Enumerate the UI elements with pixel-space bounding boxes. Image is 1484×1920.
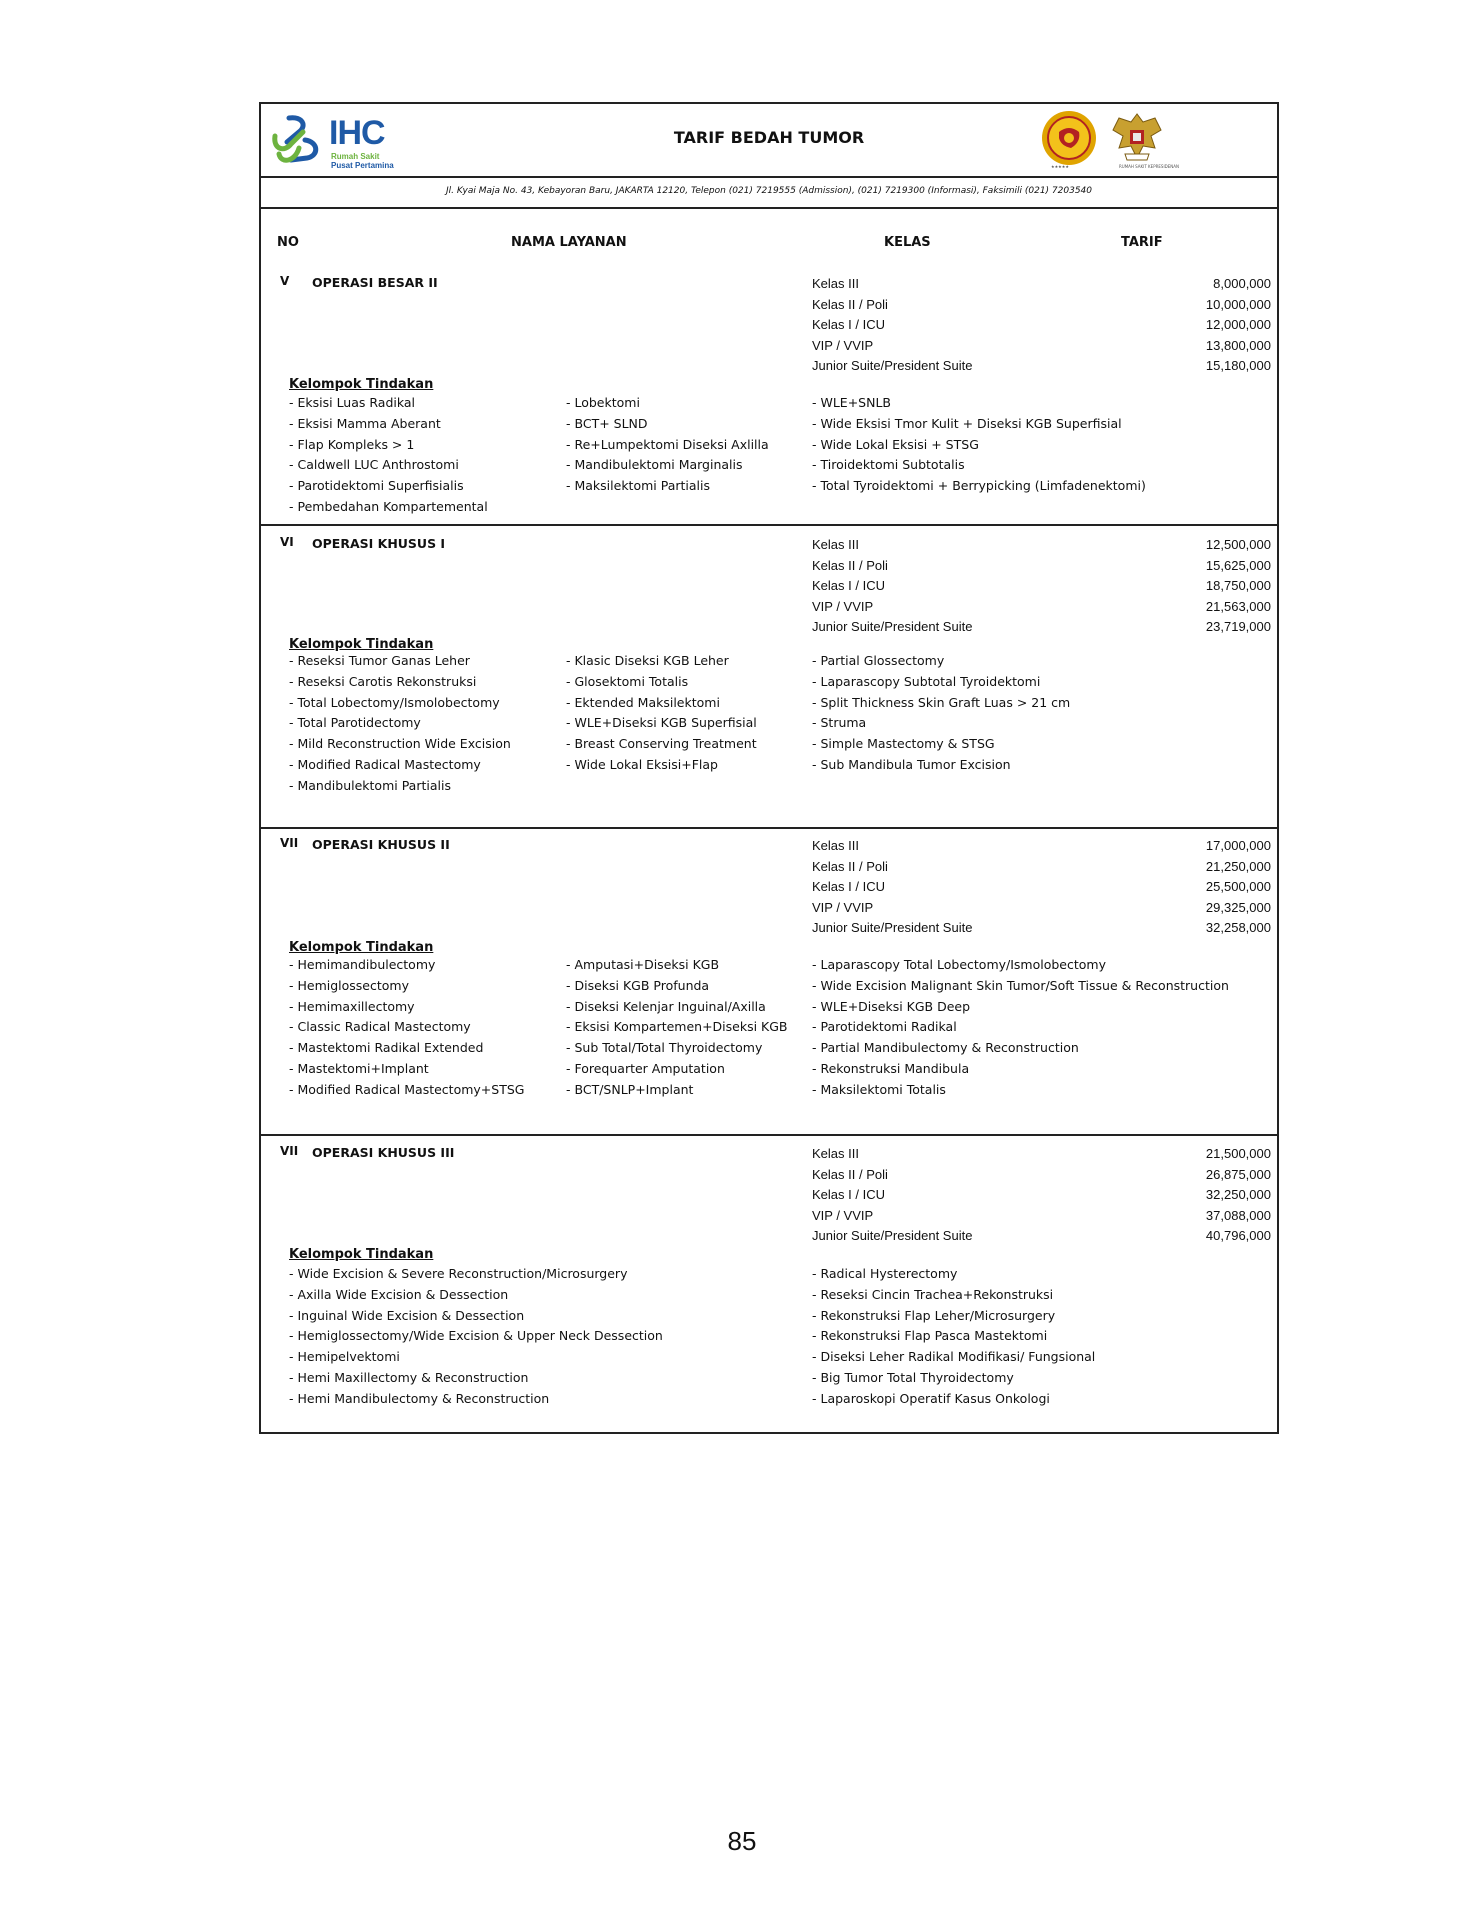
kelompok-tindakan-label: Kelompok Tindakan	[289, 1247, 434, 1262]
procedure-item: - Total Tyroidektomi + Berrypicking (Limfadenektomi)	[812, 478, 1146, 494]
procedure-item: - Modified Radical Mastectomy+STSG	[289, 1081, 525, 1097]
class-name: VIP / VVIP	[812, 598, 874, 614]
procedure-item: - Reseksi Carotis Rekonstruksi	[289, 673, 477, 689]
procedure-item: - Rekonstruksi Flap Pasca Mastektomi	[812, 1328, 1048, 1344]
procedure-item: - Total Parotidectomy	[289, 715, 421, 731]
section-title: OPERASI KHUSUS III	[312, 1145, 455, 1160]
class-name: Kelas II / Poli	[812, 557, 888, 573]
class-name: Junior Suite/President Suite	[812, 1228, 973, 1244]
price-value: 26,875,000	[1205, 1166, 1271, 1182]
procedure-column	[289, 393, 488, 518]
procedure-column	[289, 651, 511, 797]
class-name: VIP / VVIP	[812, 337, 874, 353]
price-list	[1206, 836, 1271, 939]
price-list	[1206, 274, 1271, 377]
class-name: Kelas III	[812, 276, 859, 291]
procedure-item: - Reseksi Cincin Trachea+Rekonstruksi	[812, 1286, 1054, 1302]
procedure-item: - Parotidektomi Superfisialis	[289, 478, 464, 494]
procedure-item: - Breast Conserving Treatment	[566, 736, 757, 752]
procedure-item: - WLE+Diseksi KGB Deep	[812, 998, 971, 1014]
section-number: VI	[280, 535, 294, 549]
seal-stars: ★★★★★	[1051, 164, 1069, 169]
procedure-item: - Wide Lokal Eksisi+Flap	[566, 756, 718, 772]
seal-caption: RUMAH SAKIT KEPRESIDENAN	[1119, 164, 1179, 169]
kelompok-tindakan-label: Kelompok Tindakan	[289, 940, 434, 955]
logo-subtitle-1: Rumah Sakit	[331, 152, 380, 161]
procedure-item: - Maksilektomi Partialis	[566, 478, 710, 494]
price-value: 17,000,000	[1205, 838, 1271, 853]
procedure-item: - Sub Total/Total Thyroidectomy	[566, 1040, 763, 1056]
procedure-item: - Hemimaxillectomy	[289, 998, 415, 1014]
procedure-item: - Classic Radical Mastectomy	[289, 1019, 471, 1035]
procedure-item: - Hemiglossectomy	[289, 977, 409, 993]
procedure-item: - BCT/SNLP+Implant	[566, 1081, 694, 1097]
procedure-column	[566, 393, 769, 497]
procedure-item: - Eksisi Luas Radikal	[289, 395, 416, 410]
procedure-item: - Inguinal Wide Excision & Dessection	[289, 1307, 525, 1323]
procedure-item: - Axilla Wide Excision & Dessection	[289, 1286, 509, 1302]
procedure-item: - Rekonstruksi Flap Leher/Microsurgery	[812, 1307, 1056, 1323]
col-header-nama-layanan: NAMA LAYANAN	[511, 235, 627, 250]
procedure-item: - Diseksi Leher Radikal Modifikasi/ Fungsional	[812, 1349, 1096, 1365]
procedure-item: - Radical Hysterectomy	[812, 1266, 958, 1281]
procedure-item: - Mastektomi+Implant	[289, 1060, 429, 1076]
section-number: VII	[280, 836, 299, 850]
class-name: VIP / VVIP	[812, 1207, 874, 1223]
procedure-column	[289, 1264, 663, 1410]
kelompok-tindakan-label: Kelompok Tindakan	[289, 637, 434, 652]
price-value: 15,180,000	[1205, 358, 1271, 374]
class-name: Kelas I / ICU	[812, 317, 885, 333]
page-title: TARIF BEDAH TUMOR	[673, 128, 865, 147]
tariff-section	[261, 827, 1277, 1136]
procedure-item: - Mastektomi Radikal Extended	[289, 1040, 484, 1056]
procedure-item: - Split Thickness Skin Graft Luas > 21 cm	[812, 694, 1071, 710]
procedure-column	[812, 1264, 1095, 1410]
class-name: Kelas I / ICU	[812, 578, 885, 594]
price-value: 12,500,000	[1205, 537, 1271, 552]
logo-wordmark: IHC	[329, 114, 385, 152]
procedure-item: - Hemi Maxillectomy & Reconstruction	[289, 1369, 529, 1385]
procedure-item: - Laparoskopi Operatif Kasus Onkologi	[812, 1390, 1050, 1406]
procedure-item: - Reseksi Tumor Ganas Leher	[289, 653, 470, 668]
class-name: Kelas III	[812, 838, 859, 853]
section-title: OPERASI KHUSUS II	[312, 837, 450, 852]
section-title: OPERASI BESAR II	[312, 275, 438, 290]
class-list	[812, 274, 972, 377]
procedure-item: - Parotidektomi Radikal	[812, 1019, 957, 1035]
procedure-item: - Wide Excision Malignant Skin Tumor/Soft Tissue & Reconstruction	[812, 977, 1229, 993]
procedure-column	[812, 955, 1229, 1101]
procedure-item: - Tiroidektomi Subtotalis	[812, 457, 965, 473]
col-header-tarif: TARIF	[1121, 235, 1163, 250]
procedure-item: - Wide Excision & Severe Reconstruction/Microsurgery	[289, 1266, 628, 1281]
price-value: 40,796,000	[1205, 1228, 1271, 1244]
tariff-section	[261, 1134, 1277, 1432]
price-value: 21,563,000	[1205, 598, 1271, 614]
price-value: 25,500,000	[1205, 879, 1271, 895]
col-header-no: NO	[277, 235, 299, 250]
procedure-item: - Mild Reconstruction Wide Excision	[289, 736, 511, 752]
class-name: Junior Suite/President Suite	[812, 619, 973, 635]
col-header-kelas: KELAS	[884, 235, 931, 250]
price-value: 21,250,000	[1205, 858, 1271, 874]
procedure-item: - Forequarter Amputation	[566, 1060, 725, 1076]
class-name: Kelas I / ICU	[812, 1187, 885, 1203]
class-name: Kelas II / Poli	[812, 1166, 888, 1182]
procedure-item: - Hemipelvektomi	[289, 1349, 400, 1365]
procedure-item: - Diseksi Kelenjar Inguinal/Axilla	[566, 998, 766, 1014]
class-list	[812, 535, 972, 638]
price-value: 23,719,000	[1205, 619, 1271, 635]
section-number: V	[280, 274, 290, 288]
procedure-item: - Wide Lokal Eksisi + STSG	[812, 436, 979, 452]
class-list	[812, 1144, 972, 1247]
price-value: 10,000,000	[1205, 296, 1271, 312]
procedure-item: - Partial Mandibulectomy & Reconstruction	[812, 1040, 1079, 1056]
procedure-column	[566, 955, 788, 1101]
procedure-item: - Re+Lumpektomi Diseksi Axlilla	[566, 436, 769, 452]
class-name: VIP / VVIP	[812, 899, 874, 915]
price-value: 21,500,000	[1205, 1146, 1271, 1161]
procedure-item: - Wide Eksisi Tmor Kulit + Diseksi KGB Superfisial	[812, 415, 1122, 431]
procedure-item: - Partial Glossectomy	[812, 653, 945, 668]
document-header	[261, 104, 1277, 178]
class-list	[812, 836, 972, 939]
class-name: Kelas II / Poli	[812, 858, 888, 874]
procedure-item: - Caldwell LUC Anthrostomi	[289, 457, 459, 473]
price-list	[1206, 1144, 1271, 1247]
tariff-section	[261, 524, 1277, 829]
procedure-item: - Amputasi+Diseksi KGB	[566, 957, 720, 972]
procedure-column	[812, 393, 1146, 497]
procedure-item: - Struma	[812, 715, 867, 731]
procedure-item: - Mandibulektomi Partialis	[289, 777, 451, 793]
procedure-item: - Big Tumor Total Thyroidectomy	[812, 1369, 1014, 1385]
price-value: 15,625,000	[1205, 557, 1271, 573]
procedure-item: - Hemi Mandibulectomy & Reconstruction	[289, 1390, 550, 1406]
procedure-item: - Lobektomi	[566, 395, 640, 410]
procedure-item: - Rekonstruksi Mandibula	[812, 1060, 970, 1076]
price-value: 32,258,000	[1205, 920, 1271, 936]
procedure-item: - WLE+Diseksi KGB Superfisial	[566, 715, 757, 731]
procedure-item: - Pembedahan Kompartemental	[289, 498, 488, 514]
procedure-item: - Sub Mandibula Tumor Excision	[812, 756, 1011, 772]
procedure-item: - Laparascopy Total Lobectomy/Ismolobectomy	[812, 957, 1106, 972]
accreditation-seal-icon	[1041, 110, 1097, 166]
procedure-item: - Eksisi Kompartemen+Diseksi KGB	[566, 1019, 788, 1035]
price-value: 37,088,000	[1205, 1207, 1271, 1223]
price-value: 12,000,000	[1205, 317, 1271, 333]
class-name: Junior Suite/President Suite	[812, 920, 973, 936]
procedure-column	[812, 651, 1070, 776]
procedure-item: - Ektended Maksilektomi	[566, 694, 720, 710]
class-name: Kelas II / Poli	[812, 296, 888, 312]
price-value: 29,325,000	[1205, 899, 1271, 915]
tariff-section	[261, 264, 1277, 526]
procedure-item: - Flap Kompleks > 1	[289, 436, 415, 452]
procedure-item: - Simple Mastectomy & STSG	[812, 736, 995, 752]
procedure-item: - Laparascopy Subtotal Tyroidektomi	[812, 673, 1041, 689]
price-value: 13,800,000	[1205, 337, 1271, 353]
procedure-column	[566, 651, 757, 776]
hospital-address: Jl. Kyai Maja No. 43, Kebayoran Baru, JAKARTA 12120, Telepon (021) 7219555 (Admission), (021) 7219300 (Informasi), Faksimili (021) 7203540	[261, 176, 1277, 209]
procedure-item: - Eksisi Mamma Aberant	[289, 415, 441, 431]
procedure-item: - Maksilektomi Totalis	[812, 1081, 946, 1097]
procedure-item: - WLE+SNLB	[812, 395, 892, 410]
procedure-item: - Mandibulektomi Marginalis	[566, 457, 743, 473]
procedure-item: - Hemimandibulectomy	[289, 957, 436, 972]
price-value: 32,250,000	[1205, 1187, 1271, 1203]
procedure-item: - Modified Radical Mastectomy	[289, 756, 481, 772]
tariff-sheet	[259, 102, 1279, 1434]
price-value: 8,000,000	[1213, 276, 1271, 291]
procedure-item: - Klasic Diseksi KGB Leher	[566, 653, 729, 668]
class-name: Kelas I / ICU	[812, 879, 885, 895]
kelompok-tindakan-label: Kelompok Tindakan	[289, 377, 434, 392]
procedure-item: - Diseksi KGB Profunda	[566, 977, 710, 993]
section-number: VII	[280, 1144, 299, 1158]
garuda-emblem-icon	[1109, 108, 1165, 172]
class-name: Kelas III	[812, 1146, 859, 1161]
procedure-item: - Glosektomi Totalis	[566, 673, 689, 689]
class-name: Junior Suite/President Suite	[812, 358, 973, 374]
procedure-item: - Total Lobectomy/Ismolobectomy	[289, 694, 500, 710]
procedure-column	[289, 955, 524, 1101]
section-title: OPERASI KHUSUS I	[312, 536, 446, 551]
price-value: 18,750,000	[1205, 578, 1271, 594]
logo-subtitle-2: Pusat Pertamina	[331, 161, 394, 170]
procedure-item: - BCT+ SLND	[566, 415, 648, 431]
procedure-item: - Hemiglossectomy/Wide Excision & Upper Neck Dessection	[289, 1328, 663, 1344]
class-name: Kelas III	[812, 537, 859, 552]
page-number: 85	[727, 1826, 757, 1856]
price-list	[1206, 535, 1271, 638]
